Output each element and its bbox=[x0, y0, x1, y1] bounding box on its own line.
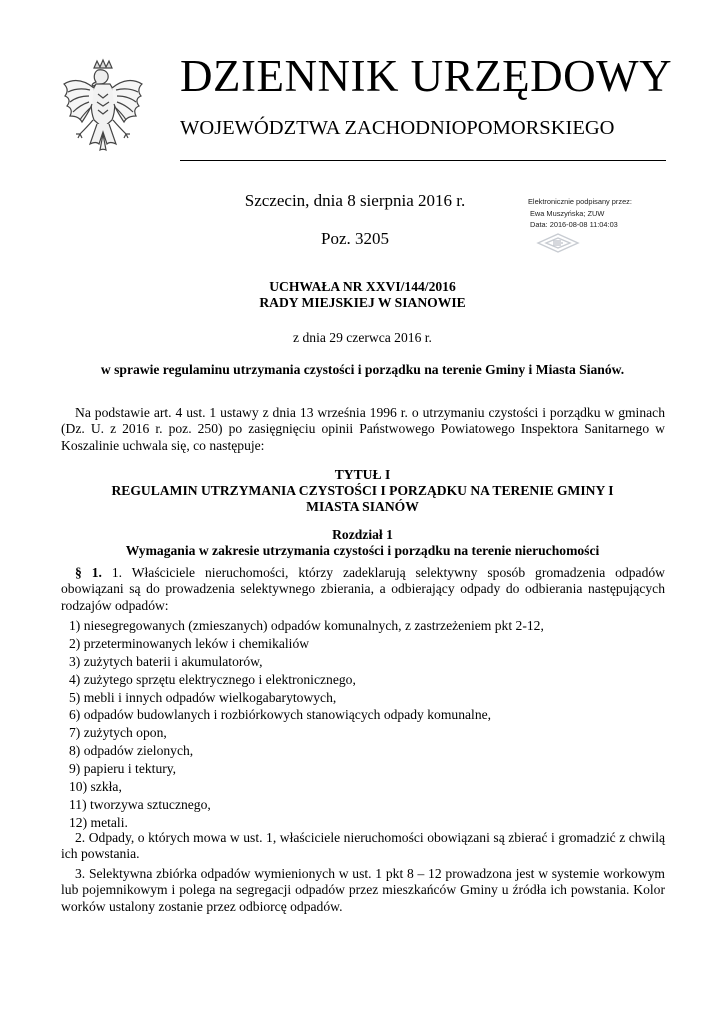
issue-date: Szczecin, dnia 8 sierpnia 2016 r. bbox=[244, 191, 466, 210]
masthead-subtitle: WOJEWÓDZTWA ZACHODNIOPOMORSKIEGO bbox=[180, 117, 615, 139]
waste-types-list bbox=[69, 617, 659, 832]
issue-position: Poz. 3205 bbox=[321, 229, 389, 248]
preamble: Na podstawie art. 4 ust. 1 ustawy z dnia 13 września 1996 r. o utrzymaniu czystości i porządku w gminach (Dz. U. z 2016 r. poz. 250) po zasięgnięciu opinii Państwowego Powiatowego Inspektora Sanitarnego w Koszalinie uchwala się, co następuje: bbox=[61, 405, 665, 453]
list-item: 12) metali. bbox=[69, 814, 128, 830]
chapter-heading: Rozdział 1 bbox=[332, 527, 393, 542]
resolution-date: z dnia 29 czerwca 2016 r. bbox=[293, 330, 432, 345]
section-1-point-1-text: 1. Właściciele nieruchomości, którzy zadeklarują selektywny sposób gromadzenia odpadów obowiązani są do prowadzenia selektywnego zbierania, a odbierający odpady do odbierania następujących rodzajów odpadów: bbox=[61, 565, 665, 613]
masthead-title: DZIENNIK URZĘDOWY bbox=[180, 51, 673, 101]
list-item: 11) tworzywa sztucznego, bbox=[69, 796, 211, 812]
signature-line-1: Elektronicznie podpisany przez: bbox=[528, 197, 632, 206]
section-1-point-3: 3. Selektywna zbiórka odpadów wymienionych w ust. 1 pkt 8 – 12 prowadzona jest w systemie workowym lub pojemnikowym i polega na segregacji odpadów przez mieszkańców Gminy u źródła ich powstania. Kolor worków ustalony zostanie przez odbiorcę odpadów. bbox=[61, 866, 665, 914]
list-item: 2) przeterminowanych leków i chemikaliów bbox=[69, 635, 310, 651]
e-signature-mark-icon bbox=[536, 232, 580, 254]
title-text: REGULAMIN UTRZYMANIA CZYSTOŚCI I PORZĄDKU NA TERENIE GMINY I MIASTA SIANÓW bbox=[111, 483, 614, 514]
resolution-subject: w sprawie regulaminu utrzymania czystości i porządku na terenie Gminy i Miasta Sianów. bbox=[100, 362, 625, 377]
list-item: 9) papieru i tektury, bbox=[69, 761, 177, 777]
list-item: 5) mebli i innych odpadów wielkogabarytowych, bbox=[69, 689, 337, 705]
chapter-title: Wymagania w zakresie utrzymania czystości i porządku na terenie nieruchomości bbox=[125, 543, 600, 558]
list-item: 3) zużytych baterii i akumulatorów, bbox=[69, 653, 263, 669]
masthead-divider bbox=[180, 160, 666, 161]
list-item: 4) zużytego sprzętu elektrycznego i elektronicznego, bbox=[69, 671, 356, 687]
section-1-point-2: 2. Odpady, o których mowa w ust. 1, właściciele nieruchomości obowiązani są zbierać i gromadzić z chwilą ich powstania. bbox=[61, 830, 665, 862]
title-heading: TYTUŁ I bbox=[334, 467, 391, 482]
electronic-signature bbox=[528, 196, 698, 231]
list-item: 1) niesegregowanych (zmieszanych) odpadów komunalnych, z zastrzeżeniem pkt 2-12, bbox=[69, 618, 544, 633]
resolution-body: RADY MIEJSKIEJ W SIANOWIE bbox=[259, 295, 466, 310]
list-item: 7) zużytych opon, bbox=[69, 725, 167, 741]
signature-signer: Ewa Muszyńska; ZUW bbox=[530, 208, 605, 218]
resolution-number: UCHWAŁA NR XXVI/144/2016 bbox=[269, 279, 456, 294]
section-mark: § 1. bbox=[75, 565, 102, 580]
list-item: 10) szkła, bbox=[69, 779, 122, 795]
list-item: 6) odpadów budowlanych i rozbiórkowych stanowiących odpady komunalne, bbox=[69, 707, 492, 723]
white-eagle-emblem-icon bbox=[60, 58, 146, 170]
section-1-point-1 bbox=[61, 565, 665, 614]
signature-date: Data: 2016-08-08 11:04:03 bbox=[530, 220, 618, 229]
list-item: 8) odpadów zielonych, bbox=[69, 743, 194, 759]
